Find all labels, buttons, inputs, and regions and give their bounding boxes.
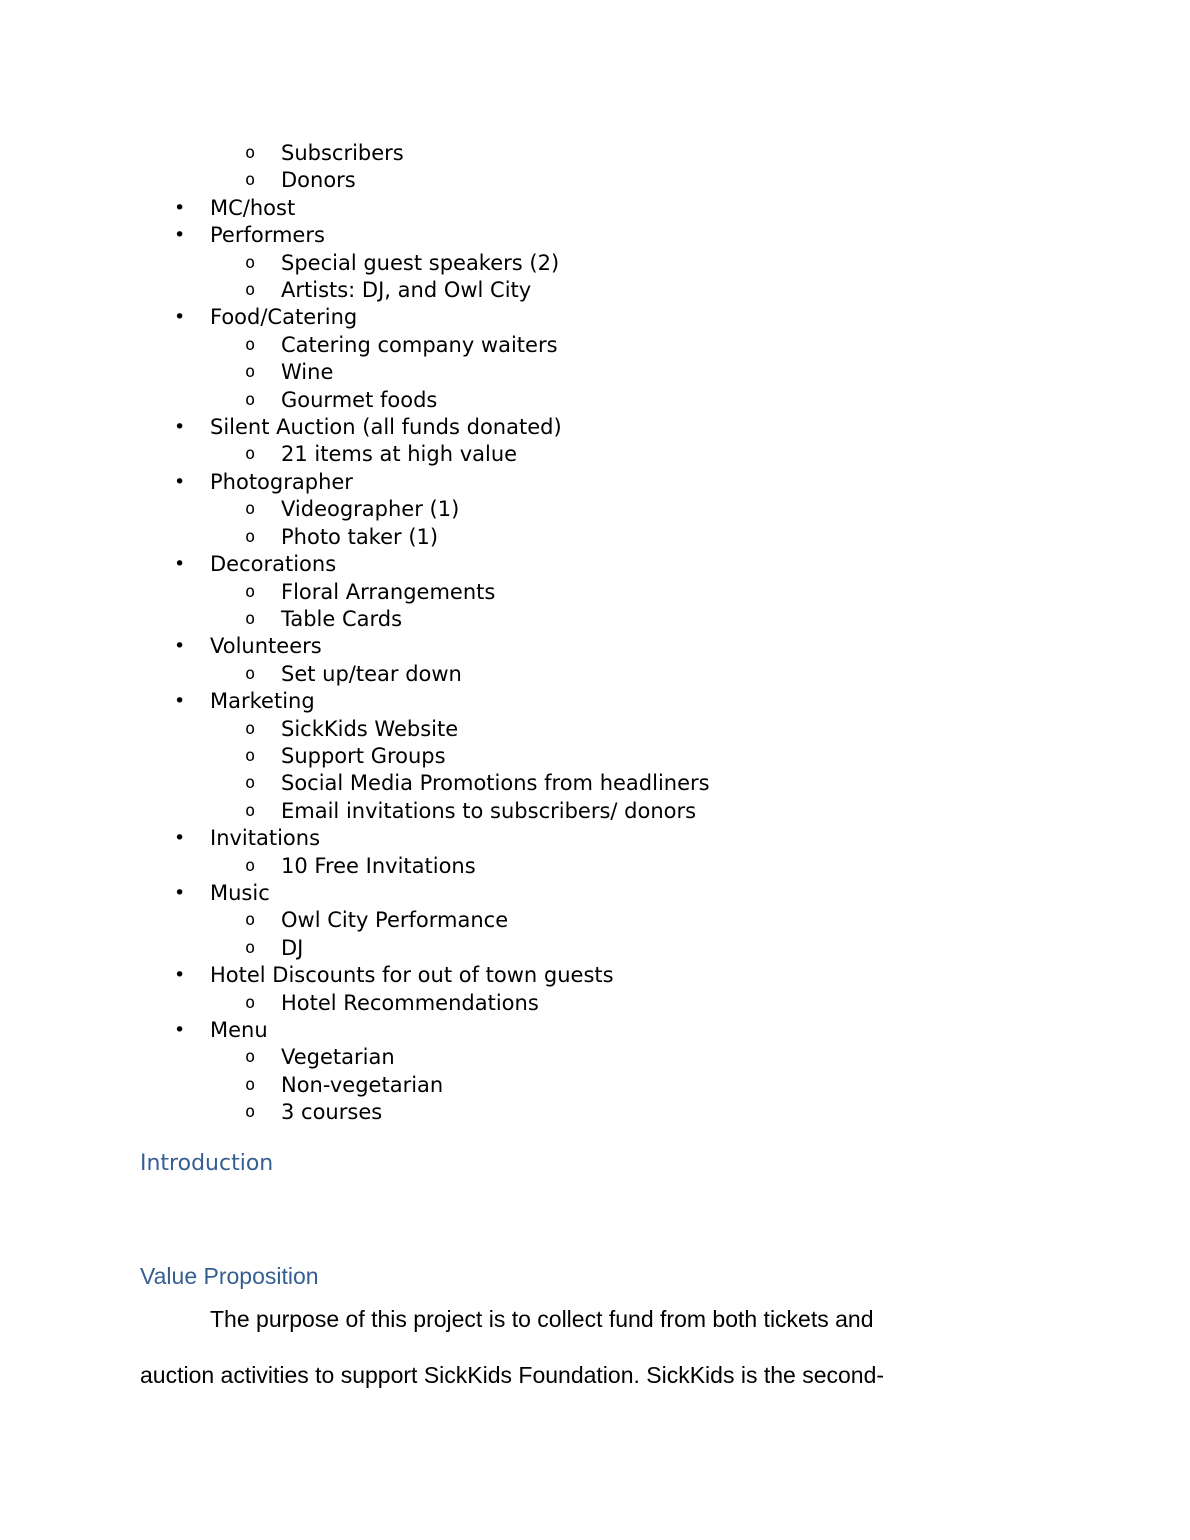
list-item-text: DJ — [281, 935, 304, 960]
circle-bullet-icon: o — [245, 718, 256, 739]
list-item — [140, 140, 1050, 167]
list-item — [140, 414, 1050, 441]
list-item — [140, 770, 1050, 797]
list-item — [140, 469, 1050, 496]
circle-bullet-icon: o — [245, 499, 256, 520]
value-proposition-paragraph — [140, 1291, 1050, 1403]
list-item-text: Floral Arrangements — [281, 579, 496, 604]
list-item-text: Social Media Promotions from headliners — [281, 771, 710, 796]
list-item — [140, 1017, 1050, 1044]
list-item — [140, 524, 1050, 551]
circle-bullet-icon: o — [245, 910, 256, 931]
circle-bullet-icon: o — [245, 1102, 256, 1123]
list-item-text: Hotel Recommendations — [281, 990, 539, 1015]
list-item — [140, 250, 1050, 277]
list-item — [140, 277, 1050, 304]
list-item-text: SickKids Website — [281, 716, 459, 741]
list-item-text: Table Cards — [281, 606, 403, 631]
list-item-text: 3 courses — [281, 1100, 383, 1125]
list-item-text: Volunteers — [210, 634, 322, 659]
list-item — [140, 496, 1050, 523]
circle-bullet-icon: o — [245, 334, 256, 355]
list-item-text: Performers — [210, 223, 325, 248]
circle-bullet-icon: o — [245, 526, 256, 547]
disc-bullet-icon: • — [174, 690, 186, 713]
list-item-text: Vegetarian — [281, 1045, 395, 1070]
introduction-heading: Introduction — [140, 1150, 274, 1176]
list-item-text: Artists: DJ, and Owl City — [281, 278, 532, 303]
list-item-text: Special guest speakers (2) — [281, 250, 560, 275]
list-item — [140, 935, 1050, 962]
circle-bullet-icon: o — [245, 608, 256, 629]
list-item-text: Decorations — [210, 552, 337, 577]
list-item-text: 21 items at high value — [281, 442, 518, 467]
list-item-text: Set up/tear down — [281, 661, 462, 686]
list-item-text: Hotel Discounts for out of town guests — [210, 963, 614, 988]
disc-bullet-icon: • — [174, 553, 186, 576]
disc-bullet-icon: • — [174, 196, 186, 219]
list-item-text: Photo taker (1) — [281, 524, 439, 549]
list-item-text: Support Groups — [281, 743, 446, 768]
list-item-text: Videographer (1) — [281, 497, 460, 522]
list-item — [140, 743, 1050, 770]
document-page — [140, 140, 1050, 1403]
list-item — [140, 387, 1050, 414]
list-item-text: Photographer — [210, 469, 353, 494]
list-item-text: Non-vegetarian — [281, 1072, 444, 1097]
list-item — [140, 195, 1050, 222]
paragraph-line: The purpose of this project is to collect fund from both tickets and — [210, 1305, 874, 1332]
circle-bullet-icon: o — [245, 745, 256, 766]
list-item-text: Donors — [281, 168, 356, 193]
list-item — [140, 332, 1050, 359]
list-item — [140, 688, 1050, 715]
list-item — [140, 1044, 1050, 1071]
circle-bullet-icon: o — [245, 581, 256, 602]
disc-bullet-icon: • — [174, 470, 186, 493]
disc-bullet-icon: • — [174, 964, 186, 987]
list-item-text: Silent Auction (all funds donated) — [210, 415, 562, 440]
list-item — [140, 716, 1050, 743]
circle-bullet-icon: o — [245, 937, 256, 958]
list-item — [140, 441, 1050, 468]
disc-bullet-icon: • — [174, 827, 186, 850]
list-item-text: Gourmet foods — [281, 387, 438, 412]
circle-bullet-icon: o — [245, 444, 256, 465]
paragraph-line: auction activities to support SickKids Foundation. SickKids is the second- — [140, 1361, 885, 1388]
list-item — [140, 962, 1050, 989]
list-item — [140, 1072, 1050, 1099]
list-item — [140, 304, 1050, 331]
list-item — [140, 359, 1050, 386]
list-item-text: Invitations — [210, 826, 321, 851]
circle-bullet-icon: o — [245, 1047, 256, 1068]
list-item-text: Catering company waiters — [281, 332, 558, 357]
list-item — [140, 167, 1050, 194]
circle-bullet-icon: o — [245, 800, 256, 821]
event-outline-list — [140, 140, 1050, 1127]
list-item — [140, 606, 1050, 633]
list-item — [140, 825, 1050, 852]
circle-bullet-icon: o — [245, 362, 256, 383]
value-proposition-heading: Value Proposition — [140, 1262, 319, 1289]
circle-bullet-icon: o — [245, 773, 256, 794]
list-item — [140, 990, 1050, 1017]
list-item — [140, 880, 1050, 907]
list-item-text: Music — [210, 880, 270, 905]
circle-bullet-icon: o — [245, 1074, 256, 1095]
list-item — [140, 551, 1050, 578]
disc-bullet-icon: • — [174, 635, 186, 658]
list-item-text: Owl City Performance — [281, 908, 509, 933]
circle-bullet-icon: o — [245, 252, 256, 273]
disc-bullet-icon: • — [174, 1019, 186, 1041]
list-item — [140, 222, 1050, 249]
disc-bullet-icon: • — [174, 881, 186, 904]
list-item — [140, 853, 1050, 880]
list-item — [140, 1099, 1050, 1126]
list-item — [140, 579, 1050, 606]
list-item-text: Email invitations to subscribers/ donors — [281, 798, 697, 823]
circle-bullet-icon: o — [245, 170, 256, 191]
list-item — [140, 661, 1050, 688]
circle-bullet-icon: o — [245, 389, 256, 410]
circle-bullet-icon: o — [245, 855, 256, 876]
disc-bullet-icon: • — [174, 306, 186, 329]
list-item — [140, 633, 1050, 660]
list-item-text: Subscribers — [281, 141, 404, 165]
circle-bullet-icon: o — [245, 663, 256, 684]
disc-bullet-icon: • — [174, 224, 186, 247]
list-item — [140, 907, 1050, 934]
list-item-text: MC/host — [210, 195, 296, 220]
list-item-text: Food/Catering — [210, 305, 358, 330]
list-item-text: 10 Free Invitations — [281, 853, 476, 878]
list-item — [140, 798, 1050, 825]
circle-bullet-icon: o — [245, 143, 256, 163]
disc-bullet-icon: • — [174, 416, 186, 439]
list-item-text: Menu — [210, 1018, 268, 1042]
circle-bullet-icon: o — [245, 280, 256, 301]
list-item-text: Wine — [281, 360, 334, 385]
list-item-text: Marketing — [210, 689, 315, 714]
circle-bullet-icon: o — [245, 992, 256, 1013]
